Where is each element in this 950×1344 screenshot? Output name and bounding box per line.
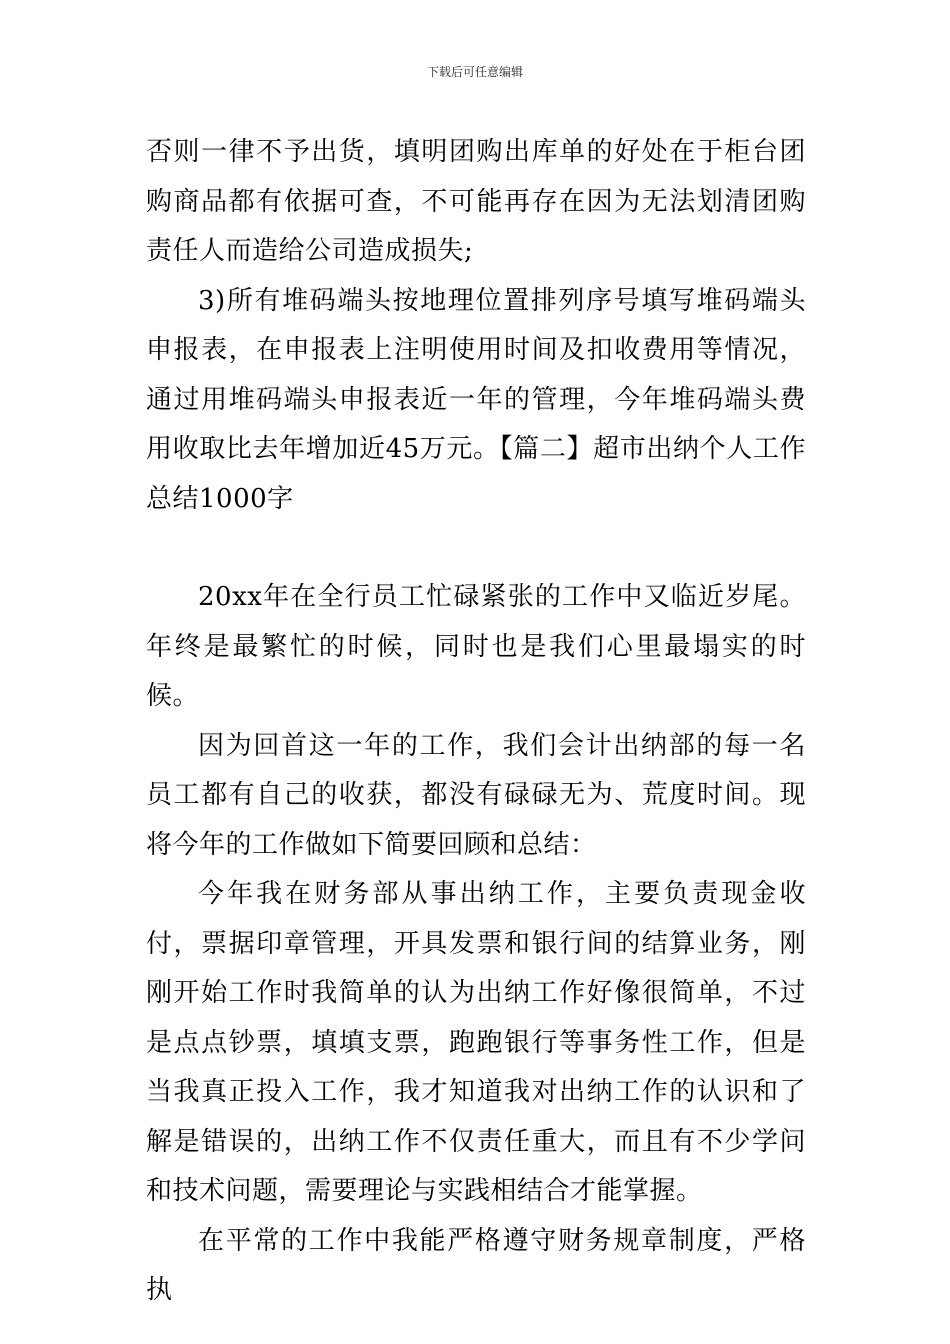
- paragraph-review: 因为回首这一年的工作，我们会计出纳部的每一名员工都有自己的收获，都没有碌碌无为、荒度时间。现将今年的工作做如下简要回顾和总结：: [146, 730, 806, 860]
- paragraph-continuation: 否则一律不予出货，填明团购出库单的好处在于柜台团购商品都有依据可查，不可能再存在因为无法划清团购责任人而造给公司造成损失;: [146, 137, 806, 266]
- page-header: 下载后可任意编辑: [426, 65, 523, 79]
- section-gap: [146, 524, 806, 573]
- paragraph-intro: 20xx年在全行员工忙碌紧张的工作中又临近岁尾。年终是最繁忙的时候，同时也是我们心里最塌实的时候。: [146, 582, 806, 711]
- paragraph-duties: 今年我在财务部从事出纳工作，主要负责现金收付，票据印章管理，开具发票和银行间的结算业务，刚刚开始工作时我简单的认为出纳工作好像很简单，不过是点点钞票，填填支票，跑跑银行等事务性工作，但是当我真正投入工作，我才知道我对出纳工作的认识和了解是错误的，出纳工作不仅责任重大，而且有不少学问和技术问题，需要理论与实践相结合才能掌握。: [146, 879, 806, 1206]
- document-body: [146, 128, 806, 1316]
- paragraph-item-3: 3)所有堆码端头按地理位置排列序号填写堆码端头申报表，在申报表上注明使用时间及扣收费用等情况，通过用堆码端头申报表近一年的管理，今年堆码端头费用收取比去年增加近45万元。【篇二】超市出纳个人工作总结1000字: [146, 285, 806, 514]
- paragraph-rules: 在平常的工作中我能严格遵守财务规章制度，严格执: [146, 1225, 806, 1305]
